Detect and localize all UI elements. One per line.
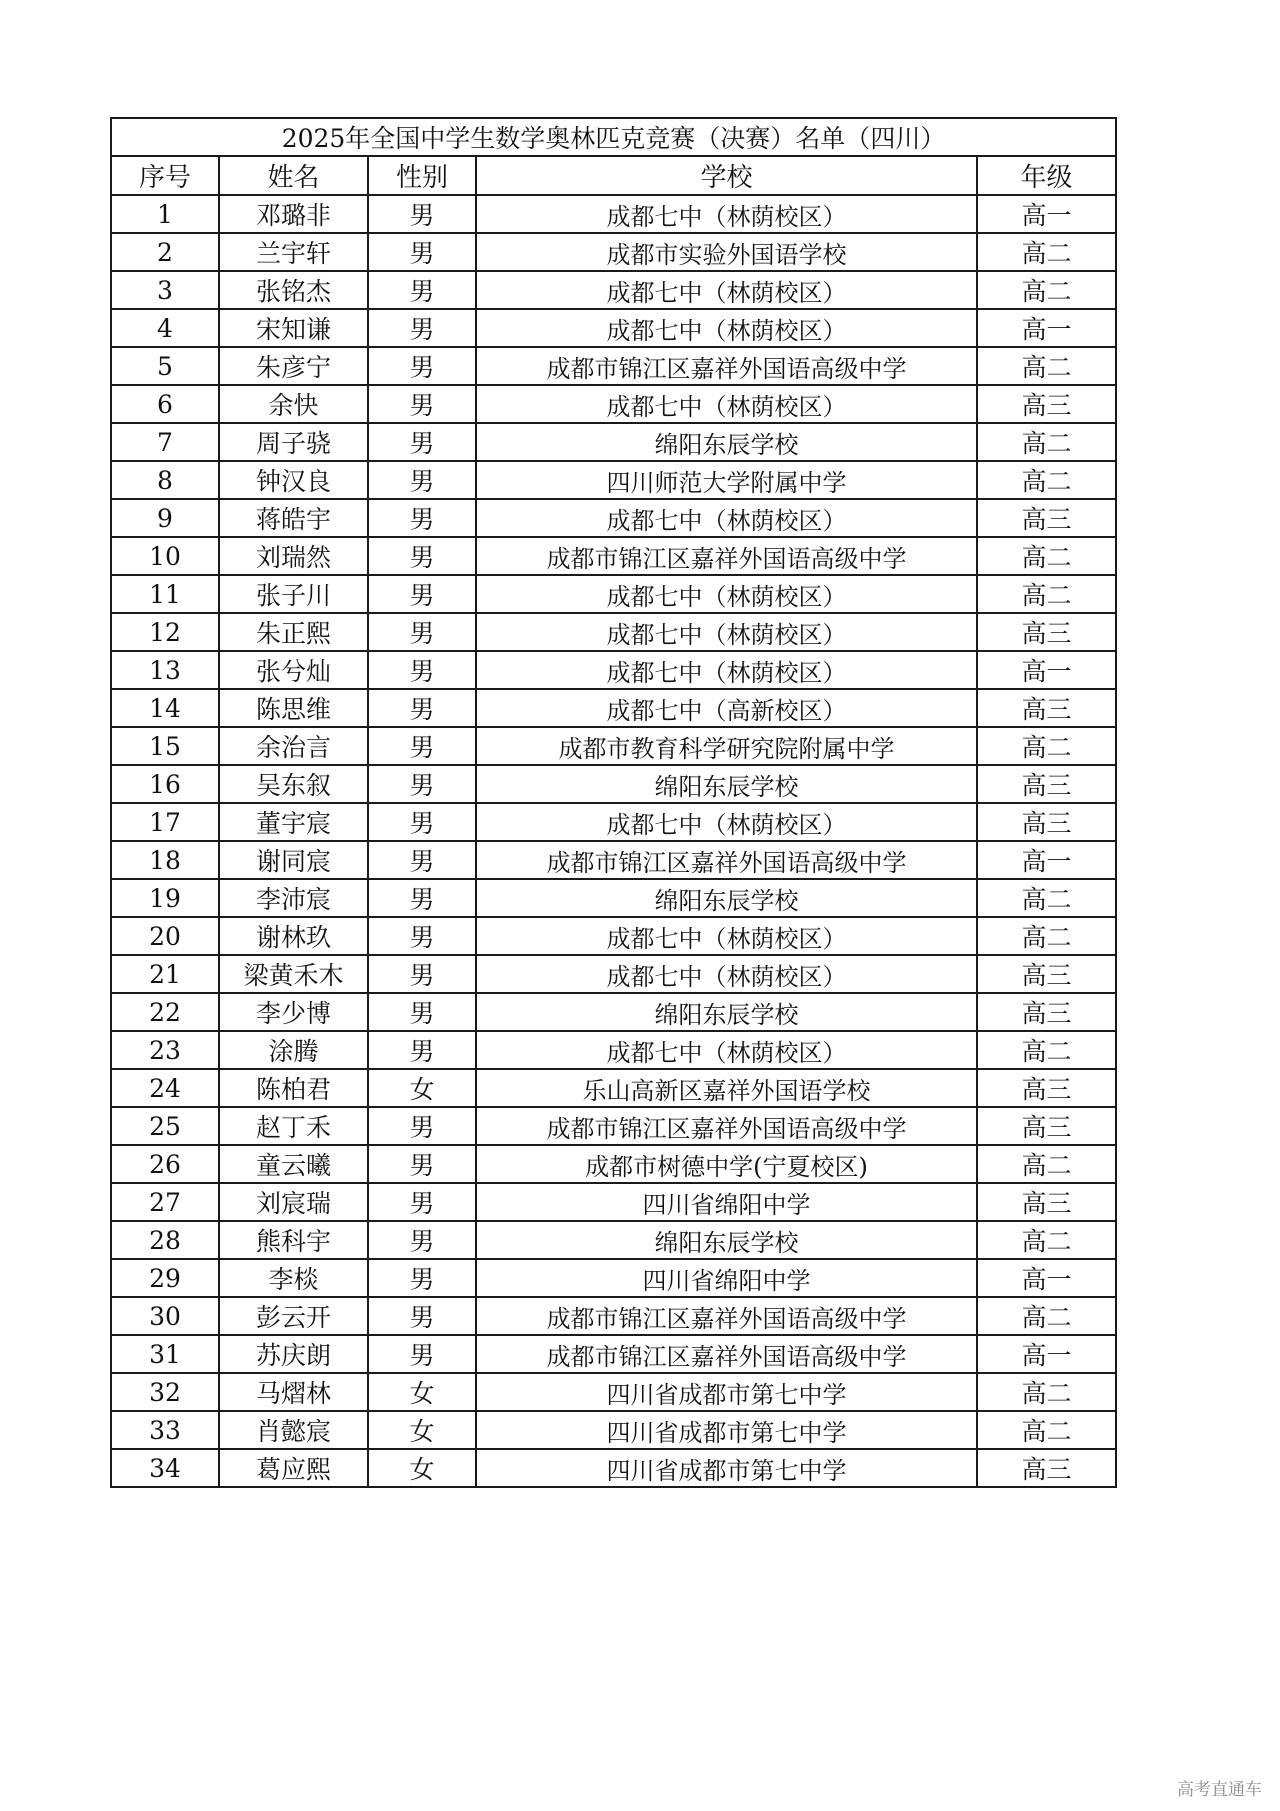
student-school: 成都七中（林荫校区）: [476, 309, 977, 347]
student-name: 刘宸瑞: [219, 1183, 368, 1221]
student-school: 四川省绵阳中学: [476, 1259, 977, 1297]
student-gender: 女: [368, 1373, 476, 1411]
table-row: [111, 347, 1116, 385]
student-name: 蒋皓宇: [219, 499, 368, 537]
table-row: [111, 1221, 1116, 1259]
row-number: 21: [111, 955, 219, 993]
student-school: 乐山高新区嘉祥外国语学校: [476, 1069, 977, 1107]
row-number: 32: [111, 1373, 219, 1411]
student-grade: 高二: [977, 1221, 1116, 1259]
student-grade: 高二: [977, 537, 1116, 575]
column-header-gender: 性别: [368, 156, 476, 195]
table-row: [111, 1373, 1116, 1411]
row-number: 26: [111, 1145, 219, 1183]
row-number: 23: [111, 1031, 219, 1069]
student-school: 成都七中（林荫校区）: [476, 651, 977, 689]
student-name: 邓璐非: [219, 195, 368, 233]
row-number: 15: [111, 727, 219, 765]
row-number: 16: [111, 765, 219, 803]
student-gender: 男: [368, 803, 476, 841]
student-grade: 高一: [977, 1259, 1116, 1297]
student-gender: 男: [368, 575, 476, 613]
student-grade: 高二: [977, 461, 1116, 499]
student-gender: 男: [368, 1335, 476, 1373]
student-gender: 男: [368, 1259, 476, 1297]
row-number: 18: [111, 841, 219, 879]
table-row: [111, 841, 1116, 879]
student-school: 成都七中（林荫校区）: [476, 195, 977, 233]
student-grade: 高三: [977, 1449, 1116, 1487]
row-number: 22: [111, 993, 219, 1031]
student-grade: 高三: [977, 1069, 1116, 1107]
student-name: 熊科宇: [219, 1221, 368, 1259]
row-number: 11: [111, 575, 219, 613]
student-grade: 高一: [977, 651, 1116, 689]
table-row: [111, 689, 1116, 727]
table-row: [111, 955, 1116, 993]
student-grade: 高二: [977, 879, 1116, 917]
row-number: 9: [111, 499, 219, 537]
student-gender: 女: [368, 1411, 476, 1449]
table-row: [111, 461, 1116, 499]
student-school: 成都七中（林荫校区）: [476, 613, 977, 651]
student-gender: 男: [368, 499, 476, 537]
student-name: 李少博: [219, 993, 368, 1031]
student-school: 绵阳东辰学校: [476, 1221, 977, 1259]
row-number: 24: [111, 1069, 219, 1107]
student-grade: 高三: [977, 1183, 1116, 1221]
student-school: 四川省成都市第七中学: [476, 1373, 977, 1411]
student-name: 钟汉良: [219, 461, 368, 499]
student-name: 赵丁禾: [219, 1107, 368, 1145]
student-school: 成都市锦江区嘉祥外国语高级中学: [476, 1297, 977, 1335]
student-school: 成都市实验外国语学校: [476, 233, 977, 271]
row-number: 27: [111, 1183, 219, 1221]
roster-table: [110, 117, 1117, 1488]
student-school: 成都七中（林荫校区）: [476, 917, 977, 955]
student-school: 成都市锦江区嘉祥外国语高级中学: [476, 537, 977, 575]
student-grade: 高三: [977, 385, 1116, 423]
student-grade: 高二: [977, 233, 1116, 271]
row-number: 29: [111, 1259, 219, 1297]
student-gender: 女: [368, 1069, 476, 1107]
row-number: 17: [111, 803, 219, 841]
student-name: 董宇宸: [219, 803, 368, 841]
student-grade: 高三: [977, 1107, 1116, 1145]
student-gender: 男: [368, 233, 476, 271]
student-gender: 男: [368, 917, 476, 955]
student-name: 吴东叙: [219, 765, 368, 803]
student-school: 成都市锦江区嘉祥外国语高级中学: [476, 1335, 977, 1373]
row-number: 20: [111, 917, 219, 955]
student-grade: 高二: [977, 1297, 1116, 1335]
student-grade: 高二: [977, 575, 1116, 613]
column-header-grade: 年级: [977, 156, 1116, 195]
student-grade: 高二: [977, 1031, 1116, 1069]
student-name: 童云曦: [219, 1145, 368, 1183]
student-name: 李沛宸: [219, 879, 368, 917]
table-row: [111, 499, 1116, 537]
table-row: [111, 803, 1116, 841]
student-name: 谢林玖: [219, 917, 368, 955]
student-school: 四川师范大学附属中学: [476, 461, 977, 499]
student-grade: 高三: [977, 613, 1116, 651]
student-name: 葛应熙: [219, 1449, 368, 1487]
student-grade: 高二: [977, 1373, 1116, 1411]
student-gender: 男: [368, 955, 476, 993]
student-name: 余治言: [219, 727, 368, 765]
student-gender: 男: [368, 879, 476, 917]
student-grade: 高二: [977, 727, 1116, 765]
student-school: 成都七中（林荫校区）: [476, 803, 977, 841]
table-row: [111, 1449, 1116, 1487]
table-row: [111, 1145, 1116, 1183]
column-header-school: 学校: [476, 156, 977, 195]
student-name: 刘瑞然: [219, 537, 368, 575]
student-gender: 男: [368, 689, 476, 727]
table-row: [111, 765, 1116, 803]
table-body: [111, 195, 1116, 1487]
table-row: [111, 1335, 1116, 1373]
student-school: 成都七中（林荫校区）: [476, 385, 977, 423]
table-row: [111, 423, 1116, 461]
student-name: 朱正熙: [219, 613, 368, 651]
student-name: 谢同宸: [219, 841, 368, 879]
row-number: 6: [111, 385, 219, 423]
student-grade: 高三: [977, 689, 1116, 727]
table-row: [111, 651, 1116, 689]
student-name: 肖懿宸: [219, 1411, 368, 1449]
student-gender: 男: [368, 613, 476, 651]
row-number: 4: [111, 309, 219, 347]
table-row: [111, 1297, 1116, 1335]
row-number: 7: [111, 423, 219, 461]
student-school: 成都市锦江区嘉祥外国语高级中学: [476, 1107, 977, 1145]
student-grade: 高一: [977, 309, 1116, 347]
table-row: [111, 271, 1116, 309]
student-school: 四川省绵阳中学: [476, 1183, 977, 1221]
student-school: 成都市教育科学研究院附属中学: [476, 727, 977, 765]
student-name: 张铭杰: [219, 271, 368, 309]
student-school: 成都市树德中学(宁夏校区): [476, 1145, 977, 1183]
student-grade: 高二: [977, 1411, 1116, 1449]
student-grade: 高三: [977, 955, 1116, 993]
student-gender: 男: [368, 195, 476, 233]
student-school: 四川省成都市第七中学: [476, 1411, 977, 1449]
table-row: [111, 1411, 1116, 1449]
table-row: [111, 195, 1116, 233]
student-gender: 男: [368, 271, 476, 309]
student-gender: 男: [368, 765, 476, 803]
student-gender: 女: [368, 1449, 476, 1487]
table-row: [111, 537, 1116, 575]
student-name: 苏庆朗: [219, 1335, 368, 1373]
student-gender: 男: [368, 993, 476, 1031]
student-name: 张兮灿: [219, 651, 368, 689]
row-number: 28: [111, 1221, 219, 1259]
student-name: 涂腾: [219, 1031, 368, 1069]
row-number: 19: [111, 879, 219, 917]
student-grade: 高二: [977, 423, 1116, 461]
student-grade: 高三: [977, 993, 1116, 1031]
student-gender: 男: [368, 1297, 476, 1335]
student-name: 李棪: [219, 1259, 368, 1297]
student-gender: 男: [368, 537, 476, 575]
student-grade: 高一: [977, 195, 1116, 233]
student-grade: 高三: [977, 803, 1116, 841]
student-grade: 高一: [977, 841, 1116, 879]
student-grade: 高二: [977, 347, 1116, 385]
row-number: 10: [111, 537, 219, 575]
student-grade: 高二: [977, 271, 1116, 309]
student-name: 余快: [219, 385, 368, 423]
table-row: [111, 1107, 1116, 1145]
student-name: 张子川: [219, 575, 368, 613]
student-name: 马熠林: [219, 1373, 368, 1411]
table-row: [111, 1069, 1116, 1107]
student-gender: 男: [368, 1031, 476, 1069]
student-gender: 男: [368, 385, 476, 423]
row-number: 13: [111, 651, 219, 689]
student-school: 绵阳东辰学校: [476, 993, 977, 1031]
student-school: 四川省成都市第七中学: [476, 1449, 977, 1487]
row-number: 8: [111, 461, 219, 499]
student-gender: 男: [368, 1221, 476, 1259]
student-name: 彭云开: [219, 1297, 368, 1335]
row-number: 2: [111, 233, 219, 271]
table-row: [111, 993, 1116, 1031]
student-gender: 男: [368, 309, 476, 347]
row-number: 34: [111, 1449, 219, 1487]
student-school: 成都七中（林荫校区）: [476, 575, 977, 613]
student-grade: 高三: [977, 765, 1116, 803]
student-school: 成都七中（林荫校区）: [476, 955, 977, 993]
table-row: [111, 1183, 1116, 1221]
student-name: 朱彦宁: [219, 347, 368, 385]
student-gender: 男: [368, 1107, 476, 1145]
table-row: [111, 613, 1116, 651]
student-name: 陈柏君: [219, 1069, 368, 1107]
table-title: 2025年全国中学生数学奥林匹克竞赛（决赛）名单（四川）: [111, 118, 1116, 156]
student-school: 成都七中（林荫校区）: [476, 499, 977, 537]
student-school: 成都七中（林荫校区）: [476, 1031, 977, 1069]
student-gender: 男: [368, 727, 476, 765]
row-number: 25: [111, 1107, 219, 1145]
student-school: 成都市锦江区嘉祥外国语高级中学: [476, 347, 977, 385]
student-school: 绵阳东辰学校: [476, 765, 977, 803]
table-row: [111, 1259, 1116, 1297]
student-name: 宋知谦: [219, 309, 368, 347]
column-header-number: 序号: [111, 156, 219, 195]
row-number: 5: [111, 347, 219, 385]
row-number: 33: [111, 1411, 219, 1449]
student-school: 绵阳东辰学校: [476, 879, 977, 917]
student-gender: 男: [368, 423, 476, 461]
row-number: 1: [111, 195, 219, 233]
table-row: [111, 727, 1116, 765]
row-number: 31: [111, 1335, 219, 1373]
student-grade: 高三: [977, 499, 1116, 537]
student-school: 成都七中（高新校区）: [476, 689, 977, 727]
header-row: [111, 156, 1116, 195]
student-school: 绵阳东辰学校: [476, 423, 977, 461]
student-gender: 男: [368, 1183, 476, 1221]
row-number: 30: [111, 1297, 219, 1335]
row-number: 3: [111, 271, 219, 309]
table-row: [111, 1031, 1116, 1069]
table-row: [111, 879, 1116, 917]
student-name: 陈思维: [219, 689, 368, 727]
row-number: 12: [111, 613, 219, 651]
row-number: 14: [111, 689, 219, 727]
student-name: 梁黄禾木: [219, 955, 368, 993]
student-gender: 男: [368, 1145, 476, 1183]
student-grade: 高一: [977, 1335, 1116, 1373]
student-name: 兰宇轩: [219, 233, 368, 271]
student-grade: 高二: [977, 1145, 1116, 1183]
column-header-name: 姓名: [219, 156, 368, 195]
student-gender: 男: [368, 347, 476, 385]
student-gender: 男: [368, 841, 476, 879]
table-row: [111, 575, 1116, 613]
student-gender: 男: [368, 461, 476, 499]
student-school: 成都市锦江区嘉祥外国语高级中学: [476, 841, 977, 879]
watermark: 高考直通车: [1177, 1780, 1262, 1800]
student-gender: 男: [368, 651, 476, 689]
student-grade: 高二: [977, 917, 1116, 955]
student-name: 周子骁: [219, 423, 368, 461]
table-row: [111, 233, 1116, 271]
table-row: [111, 917, 1116, 955]
student-school: 成都七中（林荫校区）: [476, 271, 977, 309]
table-row: [111, 385, 1116, 423]
table-row: [111, 309, 1116, 347]
